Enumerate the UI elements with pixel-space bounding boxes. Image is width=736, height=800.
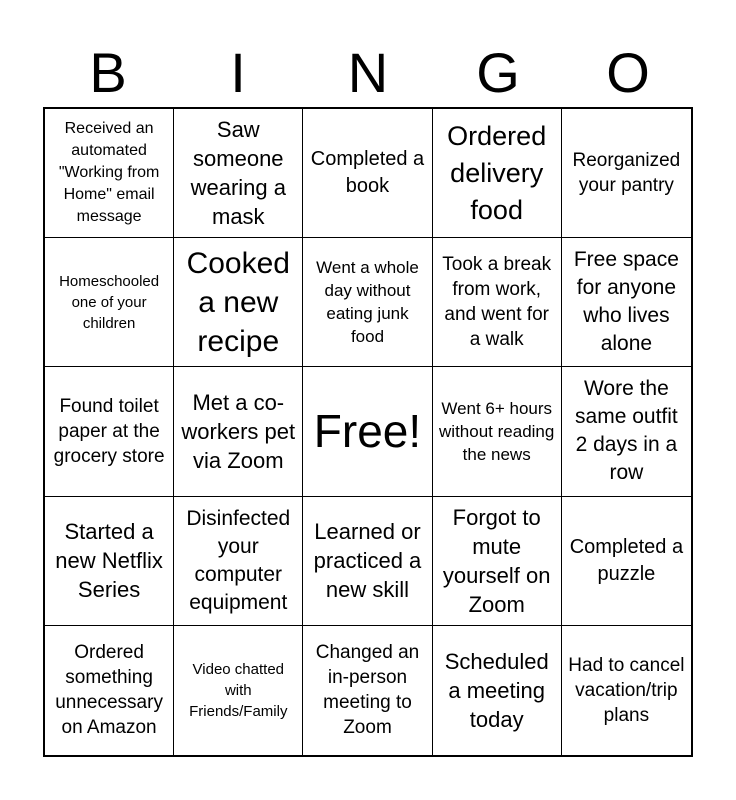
header-letter-o: O (606, 41, 650, 104)
header-letter-n: N (347, 41, 389, 104)
bingo-cell[interactable] (433, 497, 562, 626)
header-letter-i: I (230, 41, 246, 104)
cell-text: Free! (313, 405, 422, 458)
cell-text: Video chatted with Friends/Family (189, 660, 288, 720)
header-letter-b: B (89, 41, 127, 104)
bingo-cell[interactable] (174, 109, 303, 238)
bingo-cell[interactable] (303, 109, 432, 238)
bingo-cell[interactable] (562, 497, 691, 626)
cell-text: Reorganized your pantry (572, 150, 681, 197)
free-space-cell[interactable] (303, 367, 432, 496)
bingo-cell[interactable] (433, 367, 562, 496)
cell-text: Started a new Netflix Series (55, 519, 163, 603)
cell-text: Scheduled a meeting today (444, 648, 549, 732)
bingo-cell[interactable] (45, 626, 174, 755)
bingo-cell[interactable] (174, 367, 303, 496)
cell-text: Homeschooled one of your children (59, 272, 160, 332)
bingo-cell[interactable] (562, 626, 691, 755)
cell-text: Saw someone wearing a mask (190, 117, 286, 230)
bingo-cell[interactable] (303, 238, 432, 367)
cell-text: Ordered something unnecessary on Amazon (55, 642, 163, 739)
bingo-cell[interactable] (45, 367, 174, 496)
bingo-header (43, 38, 693, 108)
bingo-cell[interactable] (45, 109, 174, 238)
bingo-cell[interactable] (174, 626, 303, 755)
cell-text: Completed a puzzle (569, 535, 684, 585)
cell-text: Had to cancel vacation/trip plans (568, 654, 685, 726)
header-letter-g: G (476, 41, 520, 104)
cell-text: Changed an in-person meeting to Zoom (315, 642, 420, 739)
bingo-cell[interactable] (562, 238, 691, 367)
cell-text: Received an automated "Working from Home" email message (58, 120, 160, 226)
cell-text: Disinfected your computer equipment (186, 506, 291, 614)
bingo-cell[interactable] (303, 626, 432, 755)
cell-text: Took a break from work, and went for a walk (442, 254, 552, 351)
bingo-board (43, 107, 693, 757)
bingo-cell[interactable] (45, 497, 174, 626)
bingo-cell[interactable] (45, 238, 174, 367)
bingo-cell[interactable] (433, 626, 562, 755)
cell-text: Forgot to mute yourself on Zoom (442, 504, 551, 617)
cell-text: Completed a book (310, 148, 425, 198)
cell-text: Met a co-workers pet via Zoom (181, 389, 296, 473)
cell-text: Cooked a new recipe (186, 246, 290, 358)
cell-text: Went a whole day without eating junk food (316, 258, 419, 347)
cell-text: Ordered delivery food (447, 120, 547, 225)
cell-text: Found toilet paper at the grocery store (53, 395, 165, 467)
bingo-cell[interactable] (174, 238, 303, 367)
bingo-cell[interactable] (562, 109, 691, 238)
bingo-cell[interactable] (174, 497, 303, 626)
cell-text: Wore the same outfit 2 days in a row (575, 377, 678, 485)
bingo-cell[interactable] (562, 367, 691, 496)
cell-text: Learned or practiced a new skill (313, 519, 422, 603)
bingo-cell[interactable] (433, 238, 562, 367)
cell-text: Free space for anyone who lives alone (573, 248, 679, 356)
bingo-cell[interactable] (433, 109, 562, 238)
bingo-cell[interactable] (303, 497, 432, 626)
cell-text: Went 6+ hours without reading the news (439, 398, 555, 464)
